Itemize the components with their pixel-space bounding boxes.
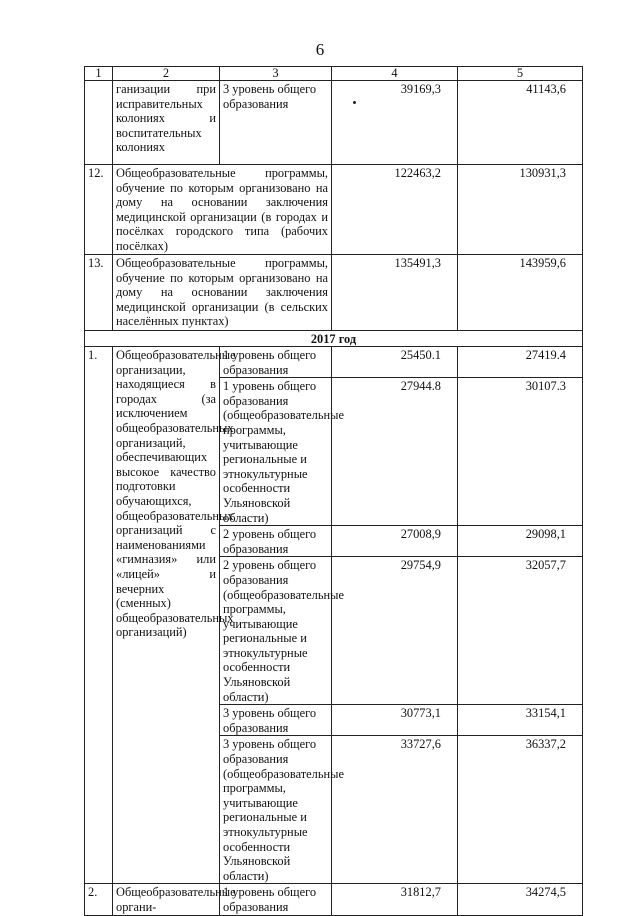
- column-number: 4: [332, 67, 458, 81]
- education-level: 3 уровень общего образования: [220, 705, 332, 736]
- table-row: [85, 347, 583, 378]
- row-index: 1.: [85, 347, 113, 884]
- value-col5: 30107.3: [458, 378, 583, 526]
- row-index: [85, 81, 113, 165]
- table-row: [85, 884, 583, 915]
- value-col4: 29754,9: [332, 557, 458, 705]
- organization-name: Общеобразовательные органи-: [113, 884, 220, 915]
- value-col5: 32057,7: [458, 557, 583, 705]
- row-index: 2.: [85, 884, 113, 915]
- value-col5: 29098,1: [458, 526, 583, 557]
- year-label: 2017 год: [85, 331, 583, 347]
- education-level: 2 уровень общего образования (общеобразовательные программы, учитывающие региональные и этнокультурные особенности Ульяновской области): [220, 557, 332, 705]
- column-number-row: [85, 67, 583, 81]
- education-level: 3 уровень общего образования (общеобразовательные программы, учитывающие региональные и этнокультурные особенности Ульяновской области): [220, 736, 332, 884]
- education-level: 2 уровень общего образования: [220, 526, 332, 557]
- program-name: Общеобразовательные программы, обучение по которым организовано на дому на основании заключения медицинской организации (в городах и посёлках городского типа (рабочих посёлках): [113, 165, 332, 255]
- value-col4: 31812,7: [332, 884, 458, 915]
- education-level: 1 уровень общего образования: [220, 884, 332, 915]
- value-col5: 41143,6: [458, 81, 583, 165]
- value-col4: 27008,9: [332, 526, 458, 557]
- column-number: 2: [113, 67, 220, 81]
- value-col4: 25450.1: [332, 347, 458, 378]
- column-number: 5: [458, 67, 583, 81]
- value-col4: 135491,3: [332, 255, 458, 331]
- value-col4: 33727,6: [332, 736, 458, 884]
- year-row: [85, 331, 583, 347]
- scan-speck: [353, 101, 356, 104]
- organization-name: Общеобразовательные организации, находящиеся в городах (за исключением общеобразовательных организаций, обеспечивающих высокое качество подготовки обучающихся, общеобразовательных организаций с наименованиями «гимназия» или «лицей» и вечерних (сменных) общеобразовательных организаций): [113, 347, 220, 884]
- table-row: [85, 165, 583, 255]
- value-col4: 122463,2: [332, 165, 458, 255]
- education-level: 3 уровень общего образования: [220, 81, 332, 165]
- value-col4: 39169,3: [332, 81, 458, 165]
- cost-table: [84, 66, 583, 916]
- value-col4: 27944.8: [332, 378, 458, 526]
- education-level: 1 уровень общего образования (общеобразовательные программы, учитывающие региональные и этнокультурные особенности Ульяновской области): [220, 378, 332, 526]
- value-col5: 33154,1: [458, 705, 583, 736]
- table-row: [85, 255, 583, 331]
- value-col5: 143959,6: [458, 255, 583, 331]
- row-index: 12.: [85, 165, 113, 255]
- value-col4: 30773,1: [332, 705, 458, 736]
- education-level: 1 уровень общего образования: [220, 347, 332, 378]
- row-index: 13.: [85, 255, 113, 331]
- organization-name: ганизации при исправительных колониях и воспитательных колониях: [113, 81, 220, 165]
- value-col5: 130931,3: [458, 165, 583, 255]
- page-number: 6: [315, 40, 325, 59]
- column-number: 1: [85, 67, 113, 81]
- value-col5: 36337,2: [458, 736, 583, 884]
- column-number: 3: [220, 67, 332, 81]
- value-col5: 34274,5: [458, 884, 583, 915]
- program-name: Общеобразовательные программы, обучение по которым организовано на дому на основании заключения медицинской организации (в сельских населённых пунктах): [113, 255, 332, 331]
- value-col5: 27419.4: [458, 347, 583, 378]
- table-row: [85, 81, 583, 165]
